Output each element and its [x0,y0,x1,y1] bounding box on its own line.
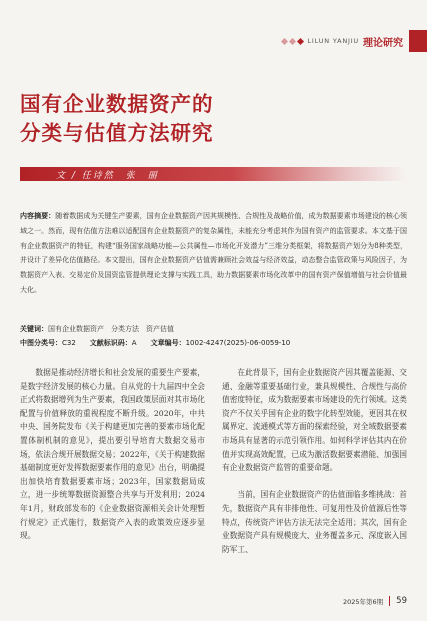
body-paragraph: 在此背景下，国有企业数据资产因其覆盖能源、交通、金融等重要基础行业，兼具规模性、合规性与高价值密度特征，成为数据要素市场建设的先行领域。这类资产不仅关乎国有企业的数字化转型效能，更因其在权属界定、流通模式等方面的探索经验，对全域数据要素市场具有显著的示范引领作用。如何科学评估其内在价值并实现高效配置，已成为激活数据要素潜能、加强国有企业数据资产监管的重要命题。 [222,368,407,473]
article-number: 文章编号：1002-4247(2025)-06-0059-10 [150,339,291,347]
author-banner [20,167,407,181]
abstract [20,209,407,298]
diamond-icon [280,37,287,44]
page-number: 59 [396,596,407,606]
keywords-text: 国有企业数据资产 分类方法 资产估值 [48,325,174,333]
diamond-icon [296,37,303,44]
body-column-left [20,366,205,543]
abstract-label: 内容摘要： [20,212,56,220]
header-red-bar [409,30,427,52]
page-footer [343,596,407,606]
footer-divider [389,596,390,606]
abstract-text: 随着数据成为关键生产要素，国有企业数据资产因其规模性、合规性及战略价值，成为数据要素市场建设的核心领域之一。然而，现有估值方法难以适配国有企业数据资产的复杂属性，未能充分考虑其作为国有资产的监管要求。本文基于国有企业数据资产的特征，构建“服务国家战略功能—公共属性—市场化开发潜力”三维分类框架，将数据资产划分为8种类型，并设计了差异化估值路径。本文提出，国有企业数据资产估值需兼顾社会效益与经济效益，动态整合监管政策与风险因子，为数据资产入表、交易定价及国资监管提供理论支撑与实践工具，助力数据要素市场化改革中的国有资产保值增值与社会价值最大化。 [20,212,408,294]
header-diamond-icons [282,39,303,44]
keywords [20,323,407,335]
section-label: 理论研究 [363,37,403,49]
body-paragraph: 当前，国有企业数据资产的估值面临多维挑战：首先，数据资产具有非排他性、可复用性及价值源后性等特点，传统资产评估方法无法完全适用；其次，国有企业数据资产具有规模庞大、业务覆盖多元、深度嵌入国防军工、 [222,490,407,554]
section-label-pinyin: LILUN YANJIU [307,37,359,45]
author-names: 文 / 任诗然 张 丽 [56,170,159,181]
keywords-label: 关键词： [20,325,48,333]
clc-number: 中图分类号：C32 [20,339,76,347]
diamond-icon [288,37,295,44]
article-meta [20,337,407,349]
body-column-right [222,366,407,556]
document-code: 文献标识码：A [89,339,137,347]
article-title [20,90,320,148]
section-header [282,30,427,52]
article-title-line-1: 国有企业数据资产的 [20,92,214,116]
issue-label: 2025年第6期 [342,597,384,606]
article-title-line-2: 分类与估值方法研究 [20,121,214,145]
body-paragraph: 数据是推动经济增长和社会发展的重要生产要素，是数字经济发展的核心力量。自从党的十九届四中全会正式将数据增列为生产要素，我国政策层面对其市场化配置与价值释放的重视程度不断升级。2020年，中共中央、国务院发布《关于构建更加完善的要素市场化配置体制机制的意见》，提出要引导培育大数据交易市场，依法合规开展数据交易；2022年，《关于构建数据基础制度更好发挥数据要素作用的意见》出台，明确提出加快培育数据要素市场；2023年，国家数据局成立，进一步统筹数据资源整合共享与开发利用；2024年1月，财政部发布的《企业数据资源相关会计处理暂行规定》正式施行，数据资产入表的政策效应逐步显现。 [20,368,205,541]
